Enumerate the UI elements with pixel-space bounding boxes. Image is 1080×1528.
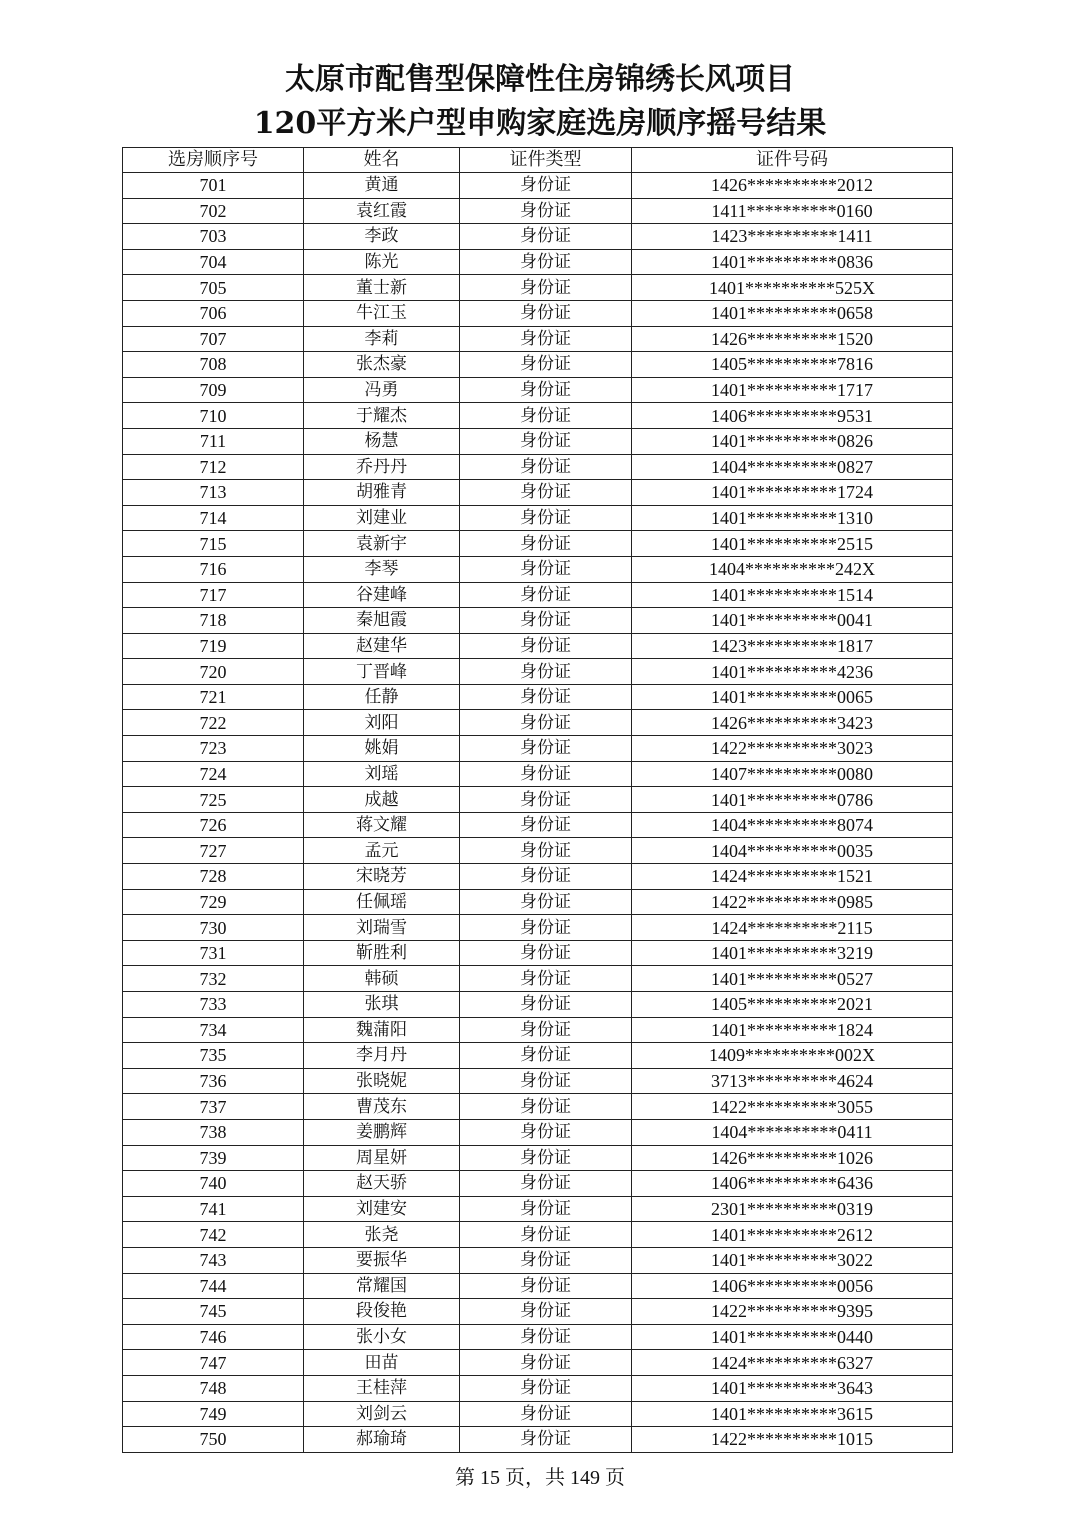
column-header-order-number: 选房顺序号: [123, 148, 304, 173]
order-number-cell: 726: [123, 812, 304, 838]
table-row: [123, 940, 953, 966]
name-cell: 成越: [304, 787, 460, 813]
id-number-cell: 1401**********1724: [632, 480, 953, 506]
id-number-cell: 1401**********0826: [632, 428, 953, 454]
id-number-cell: 1401**********0041: [632, 608, 953, 634]
id-type-cell: 身份证: [460, 173, 632, 199]
id-type-cell: 身份证: [460, 275, 632, 301]
order-number-cell: 735: [123, 1043, 304, 1069]
page-number-footer: 第 15 页，共 149 页: [455, 1467, 625, 1489]
name-cell: 曹茂东: [304, 1094, 460, 1120]
order-number-cell: 706: [123, 300, 304, 326]
table-row: [123, 1119, 953, 1145]
table-row: [123, 889, 953, 915]
id-type-cell: 身份证: [460, 1299, 632, 1325]
table-row: [123, 428, 953, 454]
name-cell: 靳胜利: [304, 940, 460, 966]
id-number-cell: 1401**********0440: [632, 1324, 953, 1350]
id-number-cell: 1401**********1824: [632, 1017, 953, 1043]
order-number-cell: 701: [123, 173, 304, 199]
id-number-cell: 3713**********4624: [632, 1068, 953, 1094]
order-number-cell: 714: [123, 505, 304, 531]
id-type-cell: 身份证: [460, 992, 632, 1018]
name-cell: 宋晓芳: [304, 864, 460, 890]
order-number-cell: 749: [123, 1401, 304, 1427]
table-row: [123, 1273, 953, 1299]
order-number-cell: 722: [123, 710, 304, 736]
name-cell: 乔丹丹: [304, 454, 460, 480]
table-row: [123, 608, 953, 634]
table-row: [123, 326, 953, 352]
name-cell: 魏蒲阳: [304, 1017, 460, 1043]
name-cell: 谷建峰: [304, 582, 460, 608]
order-number-cell: 742: [123, 1222, 304, 1248]
name-cell: 袁新宇: [304, 531, 460, 557]
order-number-cell: 710: [123, 403, 304, 429]
name-cell: 陈光: [304, 249, 460, 275]
id-number-cell: 1404**********8074: [632, 812, 953, 838]
name-cell: 刘建业: [304, 505, 460, 531]
table-row: [123, 300, 953, 326]
order-number-cell: 741: [123, 1196, 304, 1222]
table-row: [123, 1401, 953, 1427]
document-title-line-1: 太原市配售型保障性住房锦绣长风项目: [285, 62, 795, 97]
id-type-cell: 身份证: [460, 1401, 632, 1427]
id-number-cell: 1401**********3643: [632, 1375, 953, 1401]
id-type-cell: 身份证: [460, 454, 632, 480]
id-type-cell: 身份证: [460, 224, 632, 250]
name-cell: 丁晋峰: [304, 659, 460, 685]
name-cell: 杨慧: [304, 428, 460, 454]
table-row: [123, 1043, 953, 1069]
id-number-cell: 1401**********1717: [632, 377, 953, 403]
table-row: [123, 582, 953, 608]
id-number-cell: 1423**********1411: [632, 224, 953, 250]
order-number-cell: 709: [123, 377, 304, 403]
id-type-cell: 身份证: [460, 1043, 632, 1069]
order-number-cell: 743: [123, 1247, 304, 1273]
id-number-cell: 1401**********0527: [632, 966, 953, 992]
table-row: [123, 812, 953, 838]
order-number-cell: 731: [123, 940, 304, 966]
order-number-cell: 707: [123, 326, 304, 352]
table-row: [123, 556, 953, 582]
name-cell: 段俊艳: [304, 1299, 460, 1325]
table-row: [123, 1299, 953, 1325]
id-number-cell: 1401**********1514: [632, 582, 953, 608]
id-number-cell: 1401**********3219: [632, 940, 953, 966]
table-row: [123, 480, 953, 506]
id-type-cell: 身份证: [460, 1094, 632, 1120]
id-number-cell: 1422**********9395: [632, 1299, 953, 1325]
name-cell: 孟元: [304, 838, 460, 864]
name-cell: 蒋文耀: [304, 812, 460, 838]
name-cell: 张杰豪: [304, 352, 460, 378]
table-row: [123, 787, 953, 813]
order-number-cell: 733: [123, 992, 304, 1018]
order-number-cell: 723: [123, 736, 304, 762]
name-cell: 黄通: [304, 173, 460, 199]
table-row: [123, 198, 953, 224]
id-number-cell: 1409**********002X: [632, 1043, 953, 1069]
order-number-cell: 724: [123, 761, 304, 787]
name-cell: 刘瑞雪: [304, 915, 460, 941]
id-number-cell: 1406**********6436: [632, 1171, 953, 1197]
table-row: [123, 249, 953, 275]
id-number-cell: 1422**********0985: [632, 889, 953, 915]
table-row: [123, 915, 953, 941]
id-number-cell: 1424**********2115: [632, 915, 953, 941]
order-number-cell: 747: [123, 1350, 304, 1376]
order-number-cell: 746: [123, 1324, 304, 1350]
id-type-cell: 身份证: [460, 915, 632, 941]
id-type-cell: 身份证: [460, 1145, 632, 1171]
id-number-cell: 1401**********0065: [632, 684, 953, 710]
name-cell: 牛江玉: [304, 300, 460, 326]
table-row: [123, 1427, 953, 1453]
table-row: [123, 736, 953, 762]
name-cell: 张琪: [304, 992, 460, 1018]
id-number-cell: 1407**********0080: [632, 761, 953, 787]
id-type-cell: 身份证: [460, 352, 632, 378]
id-number-cell: 1426**********1026: [632, 1145, 953, 1171]
name-cell: 王桂萍: [304, 1375, 460, 1401]
table-body: [123, 173, 953, 1453]
id-type-cell: 身份证: [460, 966, 632, 992]
table-row: [123, 352, 953, 378]
table-row: [123, 173, 953, 199]
column-header-id-number: 证件号码: [632, 148, 953, 173]
order-number-cell: 715: [123, 531, 304, 557]
order-number-cell: 748: [123, 1375, 304, 1401]
name-cell: 郝瑜琦: [304, 1427, 460, 1453]
id-type-cell: 身份证: [460, 556, 632, 582]
id-number-cell: 1401**********3615: [632, 1401, 953, 1427]
id-number-cell: 1401**********0786: [632, 787, 953, 813]
id-number-cell: 1405**********7816: [632, 352, 953, 378]
table-row: [123, 992, 953, 1018]
id-number-cell: 1401**********0658: [632, 300, 953, 326]
table-row: [123, 1094, 953, 1120]
column-header-name: 姓名: [304, 148, 460, 173]
table-row: [123, 1247, 953, 1273]
id-number-cell: 1404**********0827: [632, 454, 953, 480]
id-number-cell: 1401**********525X: [632, 275, 953, 301]
id-type-cell: 身份证: [460, 403, 632, 429]
id-number-cell: 1401**********4236: [632, 659, 953, 685]
id-number-cell: 1404**********0411: [632, 1119, 953, 1145]
id-type-cell: 身份证: [460, 1324, 632, 1350]
name-cell: 张尧: [304, 1222, 460, 1248]
name-cell: 刘阳: [304, 710, 460, 736]
name-cell: 胡雅青: [304, 480, 460, 506]
name-cell: 周星妍: [304, 1145, 460, 1171]
id-type-cell: 身份证: [460, 326, 632, 352]
id-type-cell: 身份证: [460, 1119, 632, 1145]
id-type-cell: 身份证: [460, 1247, 632, 1273]
table-row: [123, 838, 953, 864]
order-number-cell: 729: [123, 889, 304, 915]
id-number-cell: 1401**********0836: [632, 249, 953, 275]
order-number-cell: 738: [123, 1119, 304, 1145]
table-row: [123, 1222, 953, 1248]
name-cell: 姚娟: [304, 736, 460, 762]
table-row: [123, 505, 953, 531]
order-number-cell: 717: [123, 582, 304, 608]
name-cell: 于耀杰: [304, 403, 460, 429]
id-type-cell: 身份证: [460, 761, 632, 787]
id-number-cell: 1424**********6327: [632, 1350, 953, 1376]
id-type-cell: 身份证: [460, 480, 632, 506]
id-type-cell: 身份证: [460, 787, 632, 813]
id-type-cell: 身份证: [460, 300, 632, 326]
name-cell: 刘剑云: [304, 1401, 460, 1427]
id-number-cell: 1406**********0056: [632, 1273, 953, 1299]
table-row: [123, 531, 953, 557]
id-type-cell: 身份证: [460, 940, 632, 966]
id-type-cell: 身份证: [460, 1171, 632, 1197]
id-type-cell: 身份证: [460, 812, 632, 838]
id-type-cell: 身份证: [460, 1273, 632, 1299]
order-number-cell: 712: [123, 454, 304, 480]
name-cell: 任佩瑶: [304, 889, 460, 915]
table-row: [123, 1196, 953, 1222]
table-row: [123, 633, 953, 659]
order-number-cell: 727: [123, 838, 304, 864]
id-type-cell: 身份证: [460, 428, 632, 454]
table-row: [123, 966, 953, 992]
id-type-cell: 身份证: [460, 659, 632, 685]
name-cell: 要振华: [304, 1247, 460, 1273]
name-cell: 任静: [304, 684, 460, 710]
order-number-cell: 711: [123, 428, 304, 454]
order-number-cell: 716: [123, 556, 304, 582]
id-number-cell: 1426**********2012: [632, 173, 953, 199]
id-number-cell: 1411**********0160: [632, 198, 953, 224]
order-number-cell: 725: [123, 787, 304, 813]
id-number-cell: 1426**********3423: [632, 710, 953, 736]
id-number-cell: 1422**********1015: [632, 1427, 953, 1453]
name-cell: 秦旭霞: [304, 608, 460, 634]
order-number-cell: 745: [123, 1299, 304, 1325]
column-header-id-type: 证件类型: [460, 148, 632, 173]
order-number-cell: 734: [123, 1017, 304, 1043]
id-type-cell: 身份证: [460, 1196, 632, 1222]
table-row: [123, 761, 953, 787]
order-number-cell: 702: [123, 198, 304, 224]
name-cell: 刘瑶: [304, 761, 460, 787]
id-type-cell: 身份证: [460, 249, 632, 275]
table-row: [123, 1324, 953, 1350]
id-type-cell: 身份证: [460, 505, 632, 531]
order-number-cell: 740: [123, 1171, 304, 1197]
order-number-cell: 704: [123, 249, 304, 275]
id-number-cell: 1404**********242X: [632, 556, 953, 582]
table-row: [123, 1017, 953, 1043]
id-type-cell: 身份证: [460, 633, 632, 659]
id-number-cell: 1401**********2612: [632, 1222, 953, 1248]
id-number-cell: 1422**********3023: [632, 736, 953, 762]
table-row: [123, 684, 953, 710]
order-number-cell: 744: [123, 1273, 304, 1299]
name-cell: 张小女: [304, 1324, 460, 1350]
order-number-cell: 721: [123, 684, 304, 710]
id-number-cell: 2301**********0319: [632, 1196, 953, 1222]
id-number-cell: 1406**********9531: [632, 403, 953, 429]
id-type-cell: 身份证: [460, 1350, 632, 1376]
order-number-cell: 708: [123, 352, 304, 378]
table-row: [123, 1145, 953, 1171]
name-cell: 董士新: [304, 275, 460, 301]
table-row: [123, 275, 953, 301]
table-row: [123, 1171, 953, 1197]
table-row: [123, 454, 953, 480]
id-type-cell: 身份证: [460, 377, 632, 403]
order-number-cell: 713: [123, 480, 304, 506]
order-number-cell: 703: [123, 224, 304, 250]
table-row: [123, 224, 953, 250]
name-cell: 袁红霞: [304, 198, 460, 224]
order-number-cell: 728: [123, 864, 304, 890]
order-number-cell: 739: [123, 1145, 304, 1171]
id-type-cell: 身份证: [460, 684, 632, 710]
id-type-cell: 身份证: [460, 1427, 632, 1453]
document-title-line-2: 120平方米户型申购家庭选房顺序摇号结果: [253, 106, 827, 141]
order-number-cell: 718: [123, 608, 304, 634]
id-number-cell: 1401**********3022: [632, 1247, 953, 1273]
name-cell: 常耀国: [304, 1273, 460, 1299]
id-number-cell: 1426**********1520: [632, 326, 953, 352]
id-type-cell: 身份证: [460, 608, 632, 634]
id-type-cell: 身份证: [460, 1222, 632, 1248]
name-cell: 赵天骄: [304, 1171, 460, 1197]
table-row: [123, 710, 953, 736]
id-number-cell: 1424**********1521: [632, 864, 953, 890]
table-header-row: [123, 148, 953, 173]
id-type-cell: 身份证: [460, 889, 632, 915]
name-cell: 李琴: [304, 556, 460, 582]
id-number-cell: 1401**********1310: [632, 505, 953, 531]
id-type-cell: 身份证: [460, 1068, 632, 1094]
order-number-cell: 720: [123, 659, 304, 685]
id-type-cell: 身份证: [460, 736, 632, 762]
id-number-cell: 1423**********1817: [632, 633, 953, 659]
table-row: [123, 1068, 953, 1094]
order-number-cell: 732: [123, 966, 304, 992]
name-cell: 李政: [304, 224, 460, 250]
id-type-cell: 身份证: [460, 531, 632, 557]
name-cell: 韩硕: [304, 966, 460, 992]
name-cell: 李莉: [304, 326, 460, 352]
id-type-cell: 身份证: [460, 1375, 632, 1401]
table-row: [123, 1350, 953, 1376]
order-number-cell: 737: [123, 1094, 304, 1120]
name-cell: 冯勇: [304, 377, 460, 403]
name-cell: 赵建华: [304, 633, 460, 659]
id-number-cell: 1405**********2021: [632, 992, 953, 1018]
id-number-cell: 1401**********2515: [632, 531, 953, 557]
lottery-result-table: [122, 147, 953, 1453]
id-number-cell: 1422**********3055: [632, 1094, 953, 1120]
name-cell: 李月丹: [304, 1043, 460, 1069]
id-number-cell: 1404**********0035: [632, 838, 953, 864]
table-row: [123, 1375, 953, 1401]
order-number-cell: 736: [123, 1068, 304, 1094]
order-number-cell: 719: [123, 633, 304, 659]
order-number-cell: 730: [123, 915, 304, 941]
id-type-cell: 身份证: [460, 582, 632, 608]
name-cell: 刘建安: [304, 1196, 460, 1222]
table-row: [123, 377, 953, 403]
id-type-cell: 身份证: [460, 838, 632, 864]
name-cell: 姜鹏辉: [304, 1119, 460, 1145]
id-type-cell: 身份证: [460, 1017, 632, 1043]
id-type-cell: 身份证: [460, 864, 632, 890]
order-number-cell: 750: [123, 1427, 304, 1453]
name-cell: 张晓妮: [304, 1068, 460, 1094]
table-row: [123, 659, 953, 685]
id-type-cell: 身份证: [460, 198, 632, 224]
order-number-cell: 705: [123, 275, 304, 301]
name-cell: 田苗: [304, 1350, 460, 1376]
table-row: [123, 403, 953, 429]
id-type-cell: 身份证: [460, 710, 632, 736]
table-row: [123, 864, 953, 890]
